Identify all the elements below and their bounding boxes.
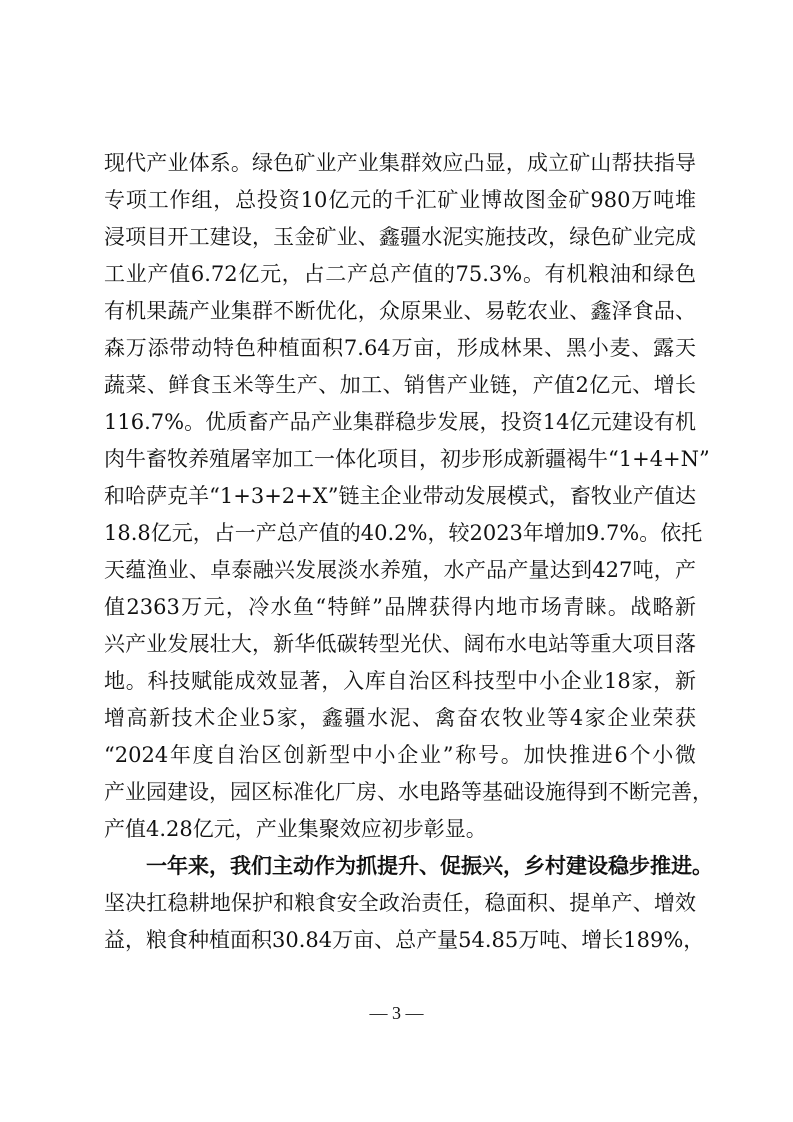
paragraph-line: 116.7%。优质畜产品产业集群稳步发展，投资14亿元建设有机 xyxy=(104,410,696,434)
paragraph-line: 和哈萨克羊“1+3+2+X”链主企业带动发展模式，畜牧业产值达 xyxy=(104,484,696,508)
paragraph-line: 坚决扛稳耕地保护和粮食安全政治责任，稳面积、提单产、增效 xyxy=(104,891,696,915)
paragraph-line: 工业产值6.72亿元，占二产总产值的75.3%。有机粮油和绿色 xyxy=(104,262,696,286)
paragraph-line: 益，粮食种植面积30.84万亩、总产量54.85万吨、增长189%， xyxy=(104,928,705,952)
paragraph-line: 浸项目开工建设，玉金矿业、鑫疆水泥实施技改，绿色矿业完成 xyxy=(104,225,696,249)
paragraph-line: 现代产业体系。绿色矿业产业集群效应凸显，成立矿山帮扶指导 xyxy=(104,151,696,175)
paragraph-line: 专项工作组，总投资10亿元的千汇矿业博故图金矿980万吨堆 xyxy=(104,188,696,212)
paragraph-line: 森万添带动特色种植面积7.64万亩，形成林果、黑小麦、露天 xyxy=(104,336,696,360)
paragraph-line: 有机果蔬产业集群不断优化，众原果业、易乾农业、鑫泽食品、 xyxy=(104,299,696,323)
paragraph-line: 值2363万元，冷水鱼“特鲜”品牌获得内地市场青睐。战略新 xyxy=(104,595,696,619)
paragraph-line: 18.8亿元，占一产总产值的40.2%，较2023年增加9.7%。依托 xyxy=(104,521,703,545)
paragraph-line: 兴产业发展壮大，新华低碳转型光伏、阔布水电站等重大项目落 xyxy=(104,632,696,656)
paragraph-line: 天蕴渔业、卓泰融兴发展淡水养殖，水产品产量达到427吨，产 xyxy=(104,558,696,582)
paragraph-line: 肉牛畜牧养殖屠宰加工一体化项目，初步形成新疆褐牛“1+4+N” xyxy=(104,447,710,471)
paragraph-line: 产业园建设，园区标准化厂房、水电路等基础设施得到不断完善， xyxy=(104,780,713,804)
paragraph-line: 产值4.28亿元，产业集聚效应初步彰显。 xyxy=(104,817,487,841)
paragraph-line: 蔬菜、鲜食玉米等生产、加工、销售产业链，产值2亿元、增长 xyxy=(104,373,696,397)
paragraph-lead-sentence: 一年来，我们主动作为抓提升、促振兴，乡村建设稳步推进。 xyxy=(146,853,713,878)
page-number: — 3 — xyxy=(369,1003,424,1023)
paragraph-line: 增高新技术企业5家，鑫疆水泥、禽奋农牧业等4家企业荣获 xyxy=(104,706,696,730)
paragraph-line: 地。科技赋能成效显著，入库自治区科技型中小企业18家，新 xyxy=(104,669,696,693)
paragraph-line: “2024年度自治区创新型中小企业”称号。加快推进6个小微 xyxy=(104,743,696,767)
